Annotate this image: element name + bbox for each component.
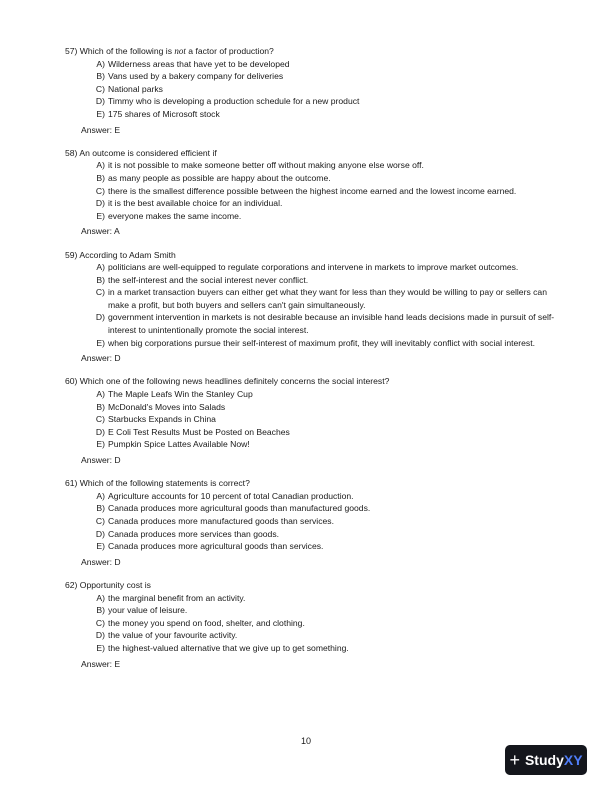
option-c: C) Starbucks Expands in China	[95, 414, 216, 425]
question-61	[65, 477, 565, 568]
answer: Answer: A	[81, 226, 120, 237]
badge-xy-text: XY	[563, 752, 583, 768]
option-e: E) 175 shares of Microsoft stock	[96, 108, 220, 119]
badge-study-text: Study	[524, 752, 564, 768]
page-number: 10	[300, 736, 311, 746]
option-c: C) the money you spend on food, shelter, and clothing.	[95, 617, 305, 628]
emphasis: not	[174, 46, 186, 56]
question-text: 59) According to Adam Smith	[65, 249, 176, 260]
option-a: A) Agriculture accounts for 10 percent of total Canadian production.	[96, 490, 354, 501]
option-b: B) as many people as possible are happy about the outcome.	[96, 172, 331, 183]
question-62	[65, 579, 565, 670]
question-60	[65, 375, 565, 466]
question-text: 57) Which of the following is not a factor of production?	[65, 46, 274, 56]
question-text: 58) An outcome is considered efficient if	[65, 147, 217, 158]
option-b: B) your value of leisure.	[96, 605, 188, 616]
option-c: C) in a market transaction buyers can either get what they want for less than they would be willing to pay or sellers can make a profit, but both buyers and sellers can't gain simultaneously.	[95, 287, 547, 310]
option-a: A) Wilderness areas that have yet to be developed	[96, 58, 290, 69]
answer: Answer: D	[81, 556, 121, 567]
studyxy-badge[interactable]	[505, 745, 587, 775]
question-58	[65, 147, 565, 238]
option-d: D) government intervention in markets is not desirable because an invisible hand leads decisions made in pursuit of self-interest to unintentionally promote the social interest.	[95, 312, 555, 336]
option-a: A) The Maple Leafs Win the Stanley Cup	[96, 389, 253, 400]
option-e: E) when big corporations pursue their self-interest of maximum profit, they will inevitably conflict with social interest.	[96, 337, 536, 348]
option-e: E) the highest-valued alternative that we give up to get something.	[96, 642, 349, 653]
option-a: A) it is not possible to make someone better off without making anyone else worse off.	[96, 160, 424, 171]
option-b: B) Canada produces more agricultural goods than manufactured goods.	[96, 503, 371, 514]
answer: Answer: D	[81, 353, 121, 364]
question-59	[65, 249, 565, 365]
question-text: 62) Opportunity cost is	[65, 579, 151, 590]
question-text: 61) Which of the following statements is correct?	[65, 478, 250, 489]
option-c: C) National parks	[95, 83, 163, 94]
option-d: D) Canada produces more services than goods.	[95, 528, 280, 539]
question-57	[65, 45, 565, 136]
question-list	[65, 45, 565, 681]
answer: Answer: E	[81, 658, 121, 669]
option-e: E) Pumpkin Spice Lattes Available Now!	[96, 439, 250, 450]
option-d: D) E Coli Test Results Must be Posted on Beaches	[95, 426, 290, 437]
option-b: B) McDonald's Moves into Salads	[96, 401, 226, 412]
option-e: E) everyone makes the same income.	[96, 210, 242, 221]
option-c: C) Canada produces more manufactured goods than services.	[95, 515, 334, 526]
answer: Answer: E	[81, 124, 121, 135]
question-text: 60) Which one of the following news headlines definitely concerns the social interest?	[65, 376, 390, 387]
option-c: C) there is the smallest difference possible between the highest income earned and the lowest income earned.	[95, 185, 517, 196]
option-d: D) the value of your favourite activity.	[95, 630, 238, 641]
option-d: D) it is the best available choice for an individual.	[95, 198, 283, 209]
option-b: B) Vans used by a bakery company for deliveries	[96, 71, 284, 82]
answer: Answer: D	[81, 455, 121, 465]
option-a: A) the marginal benefit from an activity.	[96, 592, 246, 603]
option-b: B) the self-interest and the social interest never conflict.	[96, 274, 309, 285]
option-a: A) politicians are well-equipped to regulate corporations and intervene in markets to improve market outcomes.	[96, 262, 519, 273]
plus-icon: +	[509, 750, 520, 770]
option-d: D) Timmy who is developing a production schedule for a new product	[95, 96, 360, 107]
option-e: E) Canada produces more agricultural goods than services.	[96, 541, 324, 552]
